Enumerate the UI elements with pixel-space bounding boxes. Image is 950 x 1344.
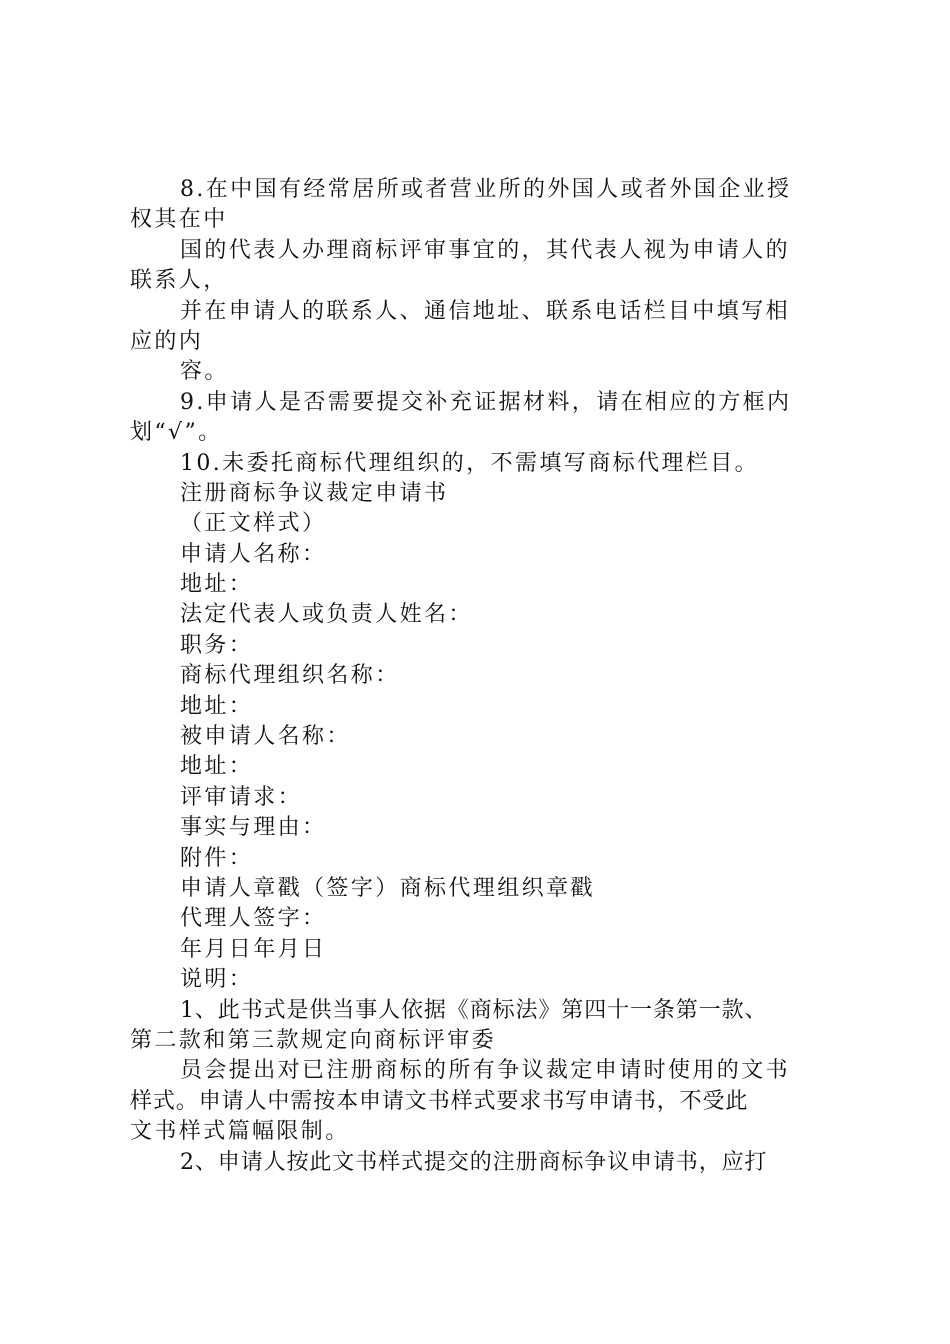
date-label: 年月日年月日 xyxy=(180,936,327,962)
form-field-label: 申请人名称： xyxy=(180,541,327,567)
signature-label: 代理人签字： xyxy=(180,906,327,932)
text-line: 第二款和第三款规定向商标评审委 xyxy=(130,1027,497,1053)
form-field-label: 附件： xyxy=(180,845,254,871)
form-title: 注册商标争议裁定申请书 xyxy=(180,480,449,506)
text-line: 权其在中 xyxy=(130,207,228,233)
text-line: 8.在中国有经常居所或者营业所的外国人或者外国企业授 xyxy=(180,177,792,202)
text-line: 样式。申请人中需按本申请文书样式要求书写申请书，不受此 xyxy=(130,1088,749,1114)
text-line: 文书样式篇幅限制。 xyxy=(130,1119,350,1145)
form-field-label: 地址： xyxy=(180,693,254,719)
text-line: 10.未委托商标代理组织的，不需填写商标代理栏目。 xyxy=(180,450,759,476)
form-field-label: 地址： xyxy=(180,572,254,598)
signature-label: 申请人章戳（签字）商标代理组织章戳 xyxy=(180,875,595,901)
form-subtitle: （正文样式） xyxy=(180,511,327,537)
text-line: 应的内 xyxy=(130,328,204,354)
form-field-label: 评审请求： xyxy=(180,784,303,810)
text-line: 2、申请人按此文书样式提交的注册商标争议申请书，应打 xyxy=(180,1149,768,1175)
form-field-label: 事实与理由： xyxy=(180,815,327,841)
document-body xyxy=(130,175,830,1178)
text-line: 9.申请人是否需要提交补充证据材料，请在相应的方框内 xyxy=(180,389,792,415)
form-field-label: 法定代表人或负责人姓名： xyxy=(180,602,473,628)
text-line: 联系人， xyxy=(130,268,228,294)
text-line: 1、此书式是供当事人依据《商标法》第四十一条第一款、 xyxy=(180,997,768,1023)
form-field-label: 地址： xyxy=(180,754,254,780)
form-field-label: 商标代理组织名称： xyxy=(180,663,400,689)
text-line: 划“√”。 xyxy=(130,420,223,446)
form-field-label: 被申请人名称： xyxy=(180,724,351,750)
notes-heading: 说明： xyxy=(180,967,254,993)
text-line: 员会提出对已注册商标的所有争议裁定申请时使用的文书 xyxy=(180,1058,791,1084)
text-line: 并在申请人的联系人、通信地址、联系电话栏目中填写相 xyxy=(180,298,791,324)
text-line: 容。 xyxy=(180,359,229,385)
form-field-label: 职务： xyxy=(180,632,254,658)
text-line: 国的代表人办理商标评审事宜的，其代表人视为申请人的 xyxy=(180,237,791,263)
